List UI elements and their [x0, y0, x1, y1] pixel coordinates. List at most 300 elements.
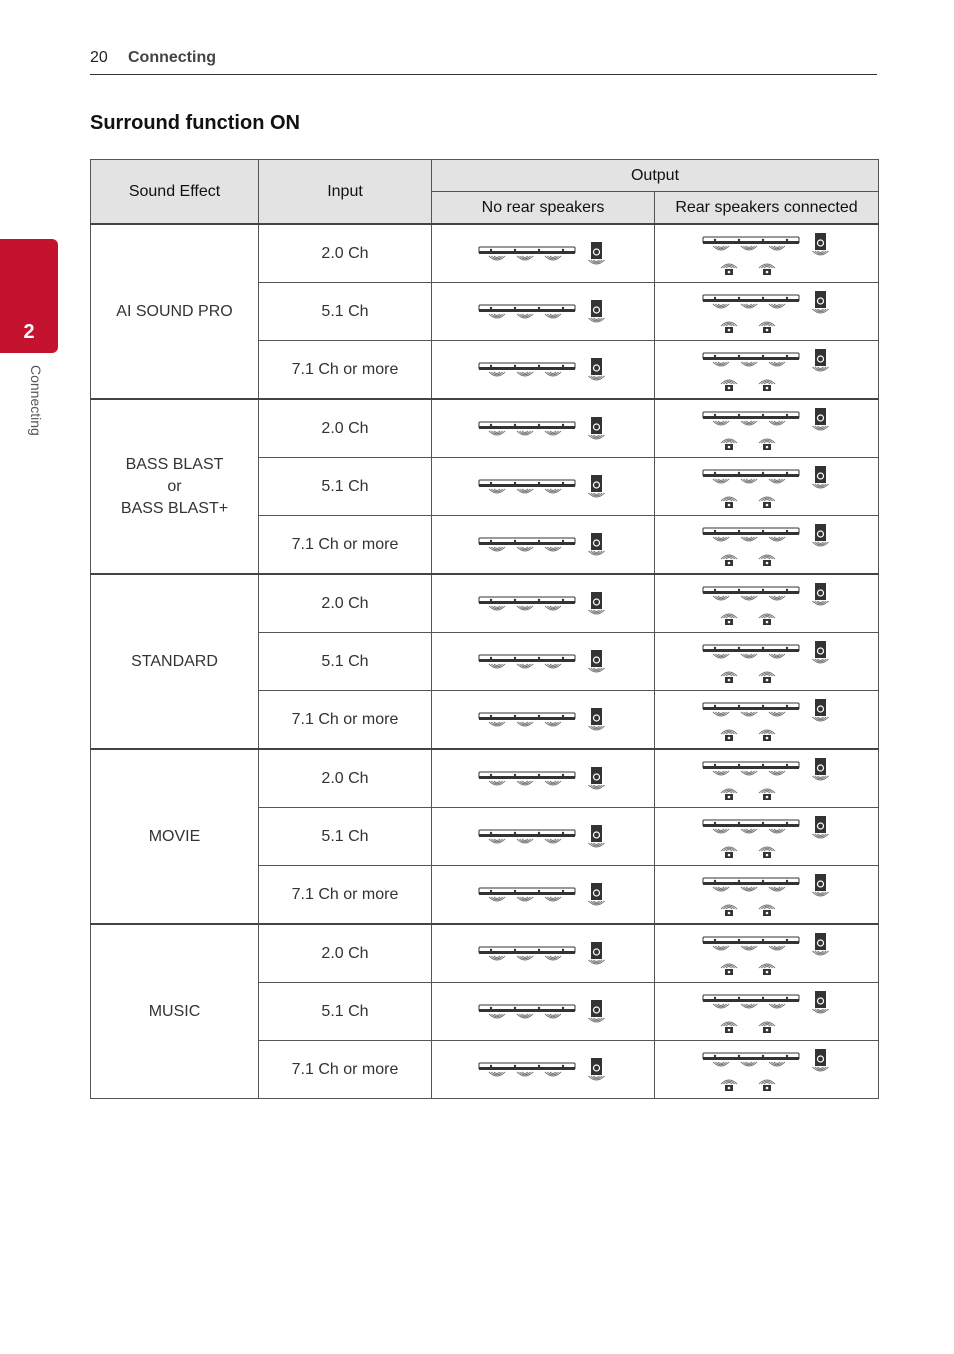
sound-wave-icon — [713, 362, 729, 366]
rear-connected-diagram — [699, 697, 835, 743]
no-rear-diagram — [475, 761, 611, 797]
rear-connected-diagram — [699, 1047, 835, 1093]
sound-wave-icon — [489, 489, 505, 493]
sound-wave-icon — [589, 843, 605, 847]
sound-wave-icon — [741, 1062, 757, 1066]
sound-wave-icon — [741, 829, 757, 833]
subwoofer-icon — [591, 883, 602, 900]
soundbar-icon — [703, 587, 799, 594]
subwoofer-icon — [591, 825, 602, 842]
sound-wave-icon — [489, 839, 505, 843]
sound-effect-name: BASS BLAST — [125, 455, 224, 473]
sound-wave-icon — [769, 596, 785, 600]
soundbar-icon — [703, 353, 799, 360]
rear-speaker-icon — [759, 439, 775, 450]
sound-wave-icon — [713, 246, 729, 250]
rear-output-cell — [655, 224, 879, 283]
subwoofer-icon — [591, 300, 602, 317]
input-cell: 2.0 Ch — [259, 574, 432, 633]
no-rear-diagram — [475, 702, 611, 738]
sound-wave-icon — [769, 946, 785, 950]
no-rear-diagram — [475, 644, 611, 680]
subwoofer-icon — [815, 874, 826, 891]
sound-effect-name: MUSIC — [148, 1002, 201, 1020]
soundbar-icon — [703, 762, 799, 769]
subwoofer-icon — [815, 816, 826, 833]
sound-wave-icon — [545, 606, 561, 610]
sound-wave-icon — [545, 256, 561, 260]
no-rear-diagram — [475, 469, 611, 505]
rear-output-cell — [655, 983, 879, 1041]
rear-speaker-icon — [759, 322, 775, 333]
rear-speaker-icon — [721, 614, 737, 625]
sound-wave-icon — [489, 547, 505, 551]
rear-connected-diagram — [699, 756, 835, 802]
sound-wave-icon — [812, 1009, 828, 1013]
sound-wave-icon — [713, 596, 729, 600]
no-rear-output-cell — [432, 866, 655, 925]
soundbar-icon — [479, 422, 575, 429]
rear-connected-diagram — [699, 522, 835, 568]
rear-output-cell — [655, 808, 879, 866]
sound-wave-icon — [589, 260, 605, 264]
sound-wave-icon — [545, 664, 561, 668]
subwoofer-icon — [815, 758, 826, 775]
sound-wave-icon — [545, 314, 561, 318]
rear-output-cell — [655, 458, 879, 516]
no-rear-output-cell — [432, 399, 655, 458]
rear-speaker-icon — [759, 847, 775, 858]
sound-wave-icon — [489, 956, 505, 960]
rear-speaker-icon — [759, 672, 775, 683]
subwoofer-icon — [591, 708, 602, 725]
subwoofer-icon — [591, 942, 602, 959]
sound-wave-icon — [769, 537, 785, 541]
input-cell: 5.1 Ch — [259, 458, 432, 516]
header-no-rear: No rear speakers — [432, 192, 655, 225]
rear-speaker-icon — [759, 964, 775, 975]
subwoofer-icon — [591, 650, 602, 667]
sound-wave-icon — [713, 887, 729, 891]
rear-speaker-icon — [759, 1080, 775, 1091]
sound-wave-icon — [812, 834, 828, 838]
sound-wave-icon — [741, 479, 757, 483]
sound-wave-icon — [812, 309, 828, 313]
soundbar-icon — [703, 237, 799, 244]
no-rear-diagram — [475, 1052, 611, 1088]
soundbar-icon — [479, 888, 575, 895]
sound-wave-icon — [769, 362, 785, 366]
rear-speaker-icon — [759, 497, 775, 508]
sound-wave-icon — [545, 372, 561, 376]
subwoofer-icon — [815, 291, 826, 308]
rear-speaker-icon — [759, 1022, 775, 1033]
rear-output-cell — [655, 574, 879, 633]
rear-speaker-icon — [759, 380, 775, 391]
sound-wave-icon — [812, 426, 828, 430]
subwoofer-icon — [815, 991, 826, 1008]
sound-wave-icon — [517, 722, 533, 726]
rear-output-cell — [655, 924, 879, 983]
subwoofer-icon — [815, 524, 826, 541]
header-rear-connected: Rear speakers connected — [655, 192, 879, 225]
rear-output-cell — [655, 399, 879, 458]
table-row — [91, 749, 879, 808]
sound-wave-icon — [517, 1014, 533, 1018]
sound-wave-icon — [812, 892, 828, 896]
sound-effect-cell — [91, 749, 259, 924]
soundbar-icon — [703, 528, 799, 535]
input-cell: 2.0 Ch — [259, 399, 432, 458]
no-rear-diagram — [475, 411, 611, 447]
subwoofer-icon — [815, 349, 826, 366]
sound-wave-icon — [713, 537, 729, 541]
sound-wave-icon — [769, 654, 785, 658]
sound-wave-icon — [713, 654, 729, 658]
sound-wave-icon — [769, 304, 785, 308]
subwoofer-icon — [815, 933, 826, 950]
soundbar-icon — [479, 772, 575, 779]
sound-wave-icon — [769, 1062, 785, 1066]
chapter-tab — [0, 239, 58, 353]
table-row — [91, 924, 879, 983]
sound-effect-name: BASS BLAST+ — [120, 499, 229, 517]
sound-wave-icon — [489, 1072, 505, 1076]
rear-output-cell — [655, 691, 879, 750]
sound-effect-name: AI SOUND PRO — [116, 302, 233, 320]
sound-wave-icon — [545, 1014, 561, 1018]
sound-wave-icon — [812, 251, 828, 255]
sound-wave-icon — [589, 901, 605, 905]
no-rear-output-cell — [432, 749, 655, 808]
soundbar-icon — [479, 830, 575, 837]
sound-wave-icon — [812, 717, 828, 721]
sound-wave-icon — [489, 606, 505, 610]
soundbar-icon — [479, 247, 575, 254]
sound-wave-icon — [489, 372, 505, 376]
rear-speaker-icon — [759, 789, 775, 800]
sound-effect-name: or — [167, 477, 182, 495]
subwoofer-icon — [591, 1058, 602, 1075]
page-header — [90, 46, 877, 75]
sound-wave-icon — [589, 785, 605, 789]
sound-wave-icon — [769, 712, 785, 716]
sound-wave-icon — [741, 304, 757, 308]
soundbar-icon — [703, 703, 799, 710]
no-rear-output-cell — [432, 516, 655, 575]
soundbar-icon — [479, 480, 575, 487]
subwoofer-icon — [815, 583, 826, 600]
rear-output-cell — [655, 633, 879, 691]
sound-effect-name: MOVIE — [148, 827, 201, 845]
sound-wave-icon — [489, 314, 505, 318]
sound-wave-icon — [517, 372, 533, 376]
subwoofer-icon — [591, 1000, 602, 1017]
sound-wave-icon — [489, 722, 505, 726]
sound-wave-icon — [589, 493, 605, 497]
sound-wave-icon — [517, 1072, 533, 1076]
subwoofer-icon — [815, 1049, 826, 1066]
sound-wave-icon — [812, 542, 828, 546]
sound-wave-icon — [545, 547, 561, 551]
input-cell: 7.1 Ch or more — [259, 341, 432, 400]
sound-wave-icon — [741, 362, 757, 366]
input-cell: 2.0 Ch — [259, 924, 432, 983]
sound-wave-icon — [517, 489, 533, 493]
no-rear-diagram — [475, 936, 611, 972]
rear-speaker-icon — [721, 497, 737, 508]
rear-connected-diagram — [699, 814, 835, 860]
sound-wave-icon — [769, 1004, 785, 1008]
sound-wave-icon — [545, 839, 561, 843]
soundbar-icon — [703, 645, 799, 652]
sound-wave-icon — [741, 421, 757, 425]
subwoofer-icon — [815, 233, 826, 250]
sound-wave-icon — [812, 951, 828, 955]
rear-speaker-icon — [721, 905, 737, 916]
rear-connected-diagram — [699, 347, 835, 393]
sound-wave-icon — [741, 654, 757, 658]
sound-wave-icon — [812, 484, 828, 488]
sound-wave-icon — [517, 547, 533, 551]
sound-wave-icon — [517, 956, 533, 960]
sound-wave-icon — [589, 726, 605, 730]
sound-wave-icon — [545, 897, 561, 901]
rear-connected-diagram — [699, 406, 835, 452]
soundbar-icon — [479, 305, 575, 312]
sound-wave-icon — [713, 1062, 729, 1066]
sound-wave-icon — [517, 664, 533, 668]
sound-wave-icon — [713, 1004, 729, 1008]
input-cell: 2.0 Ch — [259, 749, 432, 808]
sound-wave-icon — [741, 771, 757, 775]
no-rear-output-cell — [432, 924, 655, 983]
rear-speaker-icon — [721, 1080, 737, 1091]
sound-wave-icon — [489, 897, 505, 901]
sound-wave-icon — [713, 421, 729, 425]
sound-wave-icon — [545, 722, 561, 726]
rear-speaker-icon — [721, 264, 737, 275]
no-rear-diagram — [475, 819, 611, 855]
header-sound-effect: Sound Effect — [91, 160, 259, 225]
rear-speaker-icon — [721, 964, 737, 975]
sound-wave-icon — [545, 489, 561, 493]
soundbar-icon — [479, 363, 575, 370]
rear-output-cell — [655, 749, 879, 808]
sound-wave-icon — [489, 781, 505, 785]
subwoofer-icon — [591, 533, 602, 550]
sound-wave-icon — [713, 712, 729, 716]
soundbar-icon — [479, 713, 575, 720]
sound-wave-icon — [769, 771, 785, 775]
sound-wave-icon — [589, 1076, 605, 1080]
soundbar-icon — [703, 937, 799, 944]
sound-wave-icon — [489, 1014, 505, 1018]
sound-wave-icon — [769, 479, 785, 483]
subwoofer-icon — [591, 767, 602, 784]
soundbar-icon — [703, 295, 799, 302]
sound-wave-icon — [589, 551, 605, 555]
soundbar-icon — [703, 470, 799, 477]
rear-connected-diagram — [699, 289, 835, 335]
rear-connected-diagram — [699, 464, 835, 510]
soundbar-icon — [479, 538, 575, 545]
no-rear-output-cell — [432, 574, 655, 633]
soundbar-icon — [479, 1063, 575, 1070]
soundbar-icon — [703, 995, 799, 1002]
sound-wave-icon — [589, 318, 605, 322]
sound-wave-icon — [741, 246, 757, 250]
subwoofer-icon — [815, 466, 826, 483]
sound-wave-icon — [545, 781, 561, 785]
rear-speaker-icon — [759, 905, 775, 916]
chapter-number: 2 — [23, 321, 35, 343]
no-rear-output-cell — [432, 1041, 655, 1099]
sound-wave-icon — [517, 314, 533, 318]
no-rear-output-cell — [432, 808, 655, 866]
soundbar-icon — [703, 412, 799, 419]
rear-speaker-icon — [721, 1022, 737, 1033]
input-cell: 7.1 Ch or more — [259, 691, 432, 750]
sound-wave-icon — [769, 246, 785, 250]
header-output: Output — [432, 160, 879, 192]
sound-wave-icon — [589, 376, 605, 380]
no-rear-diagram — [475, 294, 611, 330]
no-rear-output-cell — [432, 633, 655, 691]
rear-speaker-icon — [759, 614, 775, 625]
sound-wave-icon — [545, 956, 561, 960]
sound-wave-icon — [741, 712, 757, 716]
surround-table — [90, 159, 879, 1099]
sound-effect-name: STANDARD — [131, 652, 218, 670]
no-rear-diagram — [475, 586, 611, 622]
sound-wave-icon — [812, 1067, 828, 1071]
subwoofer-icon — [591, 242, 602, 259]
no-rear-output-cell — [432, 983, 655, 1041]
sound-wave-icon — [517, 781, 533, 785]
sound-wave-icon — [812, 659, 828, 663]
sound-wave-icon — [713, 304, 729, 308]
input-cell: 5.1 Ch — [259, 983, 432, 1041]
header-input: Input — [259, 160, 432, 225]
table-row — [91, 224, 879, 283]
section-title: Connecting — [128, 49, 216, 66]
soundbar-icon — [479, 1005, 575, 1012]
no-rear-output-cell — [432, 691, 655, 750]
subwoofer-icon — [815, 699, 826, 716]
subwoofer-icon — [591, 358, 602, 375]
no-rear-diagram — [475, 994, 611, 1030]
sound-effect-cell — [91, 924, 259, 1099]
sound-wave-icon — [517, 839, 533, 843]
no-rear-output-cell — [432, 341, 655, 400]
sound-effect-cell — [91, 574, 259, 749]
sound-wave-icon — [741, 1004, 757, 1008]
sound-wave-icon — [713, 829, 729, 833]
sound-wave-icon — [812, 601, 828, 605]
rear-speaker-icon — [721, 847, 737, 858]
sound-wave-icon — [589, 960, 605, 964]
soundbar-icon — [479, 655, 575, 662]
rear-output-cell — [655, 866, 879, 925]
sound-wave-icon — [489, 664, 505, 668]
rear-speaker-icon — [759, 555, 775, 566]
page-title: Surround function ON — [90, 112, 300, 134]
rear-connected-diagram — [699, 231, 835, 277]
subwoofer-icon — [815, 408, 826, 425]
sound-effect-cell — [91, 224, 259, 399]
soundbar-icon — [703, 1053, 799, 1060]
sound-wave-icon — [517, 431, 533, 435]
sound-wave-icon — [713, 771, 729, 775]
sound-effect-cell — [91, 399, 259, 574]
chapter-label: Connecting — [28, 365, 44, 436]
input-cell: 5.1 Ch — [259, 633, 432, 691]
rear-connected-diagram — [699, 931, 835, 977]
rear-output-cell — [655, 516, 879, 575]
sound-wave-icon — [589, 610, 605, 614]
subwoofer-icon — [591, 592, 602, 609]
rear-output-cell — [655, 283, 879, 341]
page-number: 20 — [90, 49, 108, 66]
input-cell: 7.1 Ch or more — [259, 866, 432, 925]
rear-connected-diagram — [699, 639, 835, 685]
soundbar-icon — [479, 597, 575, 604]
no-rear-output-cell — [432, 283, 655, 341]
no-rear-output-cell — [432, 458, 655, 516]
subwoofer-icon — [815, 641, 826, 658]
input-cell: 7.1 Ch or more — [259, 1041, 432, 1099]
sound-wave-icon — [545, 431, 561, 435]
soundbar-icon — [703, 820, 799, 827]
sound-wave-icon — [589, 435, 605, 439]
sound-wave-icon — [769, 829, 785, 833]
rear-output-cell — [655, 341, 879, 400]
rear-speaker-icon — [721, 789, 737, 800]
input-cell: 2.0 Ch — [259, 224, 432, 283]
rear-output-cell — [655, 1041, 879, 1099]
sound-wave-icon — [741, 596, 757, 600]
sound-wave-icon — [769, 421, 785, 425]
sound-wave-icon — [769, 887, 785, 891]
no-rear-diagram — [475, 527, 611, 563]
sound-wave-icon — [713, 946, 729, 950]
no-rear-diagram — [475, 352, 611, 388]
input-cell: 7.1 Ch or more — [259, 516, 432, 575]
soundbar-icon — [479, 947, 575, 954]
sound-wave-icon — [545, 1072, 561, 1076]
rear-connected-diagram — [699, 989, 835, 1035]
rear-connected-diagram — [699, 872, 835, 918]
table-row — [91, 574, 879, 633]
subwoofer-icon — [591, 475, 602, 492]
sound-wave-icon — [741, 887, 757, 891]
sound-wave-icon — [517, 606, 533, 610]
subwoofer-icon — [591, 417, 602, 434]
sound-wave-icon — [741, 537, 757, 541]
sound-wave-icon — [517, 897, 533, 901]
rear-connected-diagram — [699, 581, 835, 627]
sound-wave-icon — [812, 776, 828, 780]
sound-wave-icon — [517, 256, 533, 260]
rear-speaker-icon — [721, 555, 737, 566]
sound-wave-icon — [489, 256, 505, 260]
sound-wave-icon — [741, 946, 757, 950]
rear-speaker-icon — [721, 672, 737, 683]
rear-speaker-icon — [721, 730, 737, 741]
sound-wave-icon — [589, 1018, 605, 1022]
input-cell: 5.1 Ch — [259, 808, 432, 866]
